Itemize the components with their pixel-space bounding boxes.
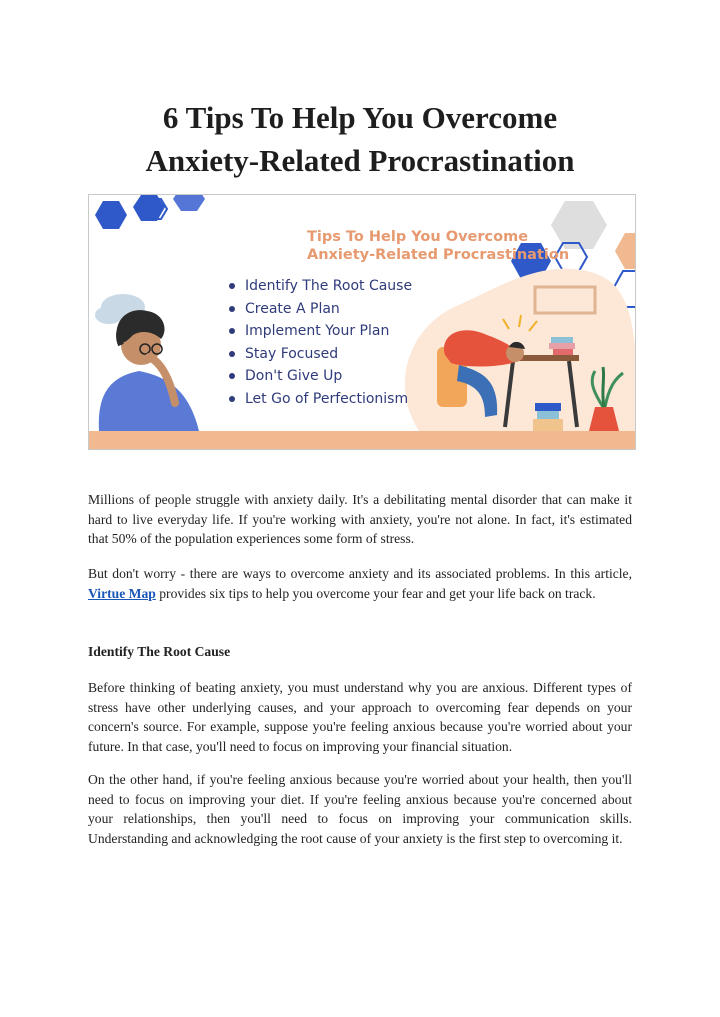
- tip-item: Let Go of Perfectionism: [229, 388, 412, 411]
- feeling-anxious-text: feeling anxious: [247, 772, 332, 787]
- page-title: [80, 96, 640, 182]
- section-paragraph: [88, 770, 632, 848]
- hero-title-line-1: Tips To Help You Overcome: [307, 229, 529, 245]
- tip-item: Don't Give Up: [229, 365, 412, 388]
- hero-title-line-2: Anxiety-Related Procrastination: [307, 247, 570, 263]
- tip-item: Identify The Root Cause: [229, 275, 412, 298]
- article-paragraph: [88, 564, 632, 603]
- section-heading: Identify The Root Cause: [88, 644, 231, 659]
- anxious-person-illustration: [95, 294, 199, 431]
- tip-item: Create A Plan: [229, 298, 412, 321]
- paragraph-text: provides six tips to help you overcome your fear and get your life back on track.: [155, 585, 596, 601]
- paragraph-text: But don't worry - there are ways to overcome anxiety and its associated problems. In this article,: [88, 566, 632, 581]
- title-line-1: 6 Tips To Help You Overcome: [162, 100, 558, 135]
- paragraph-text: because you're worried about your health, then you'll need to focus on improving your diet. If you're feeling anxious because you're concerned about your relationships, then you'll need to focus on improving your communication skills. Understanding and acknowledging the root cause of your anxiety is the first step to overcoming it.: [88, 772, 632, 846]
- floor-strip: [89, 431, 636, 450]
- tip-item: Stay Focused: [229, 343, 412, 366]
- hexagon-cluster-left: [95, 195, 205, 229]
- intro-paragraph: Millions of people struggle with anxiety daily. It's a debilitating mental disorder that can make it hard to live everyday life. If you're working with anxiety, you're not alone. In fact, it's estimated that 50% of the population experiences some form of stress.: [88, 492, 632, 546]
- virtue-map-link[interactable]: Virtue Map: [88, 585, 156, 601]
- hero-title: [307, 228, 597, 264]
- tip-item: Implement Your Plan: [229, 320, 412, 343]
- title-line-2: Anxiety-Related Procrastination: [145, 143, 575, 178]
- tips-list: [229, 275, 412, 411]
- hero-banner-image: [88, 194, 636, 450]
- section-paragraph: Before thinking of beating anxiety, you must understand why you are anxious. Different types of stress have other underlying causes, and your approach to overcoming fear depends on your concern's source. For example, suppose you're feeling anxious because you're worried about your future. In that case, you'll need to focus on improving your financial situation.: [88, 680, 632, 754]
- paragraph-text: On the other hand, if you're: [88, 772, 248, 787]
